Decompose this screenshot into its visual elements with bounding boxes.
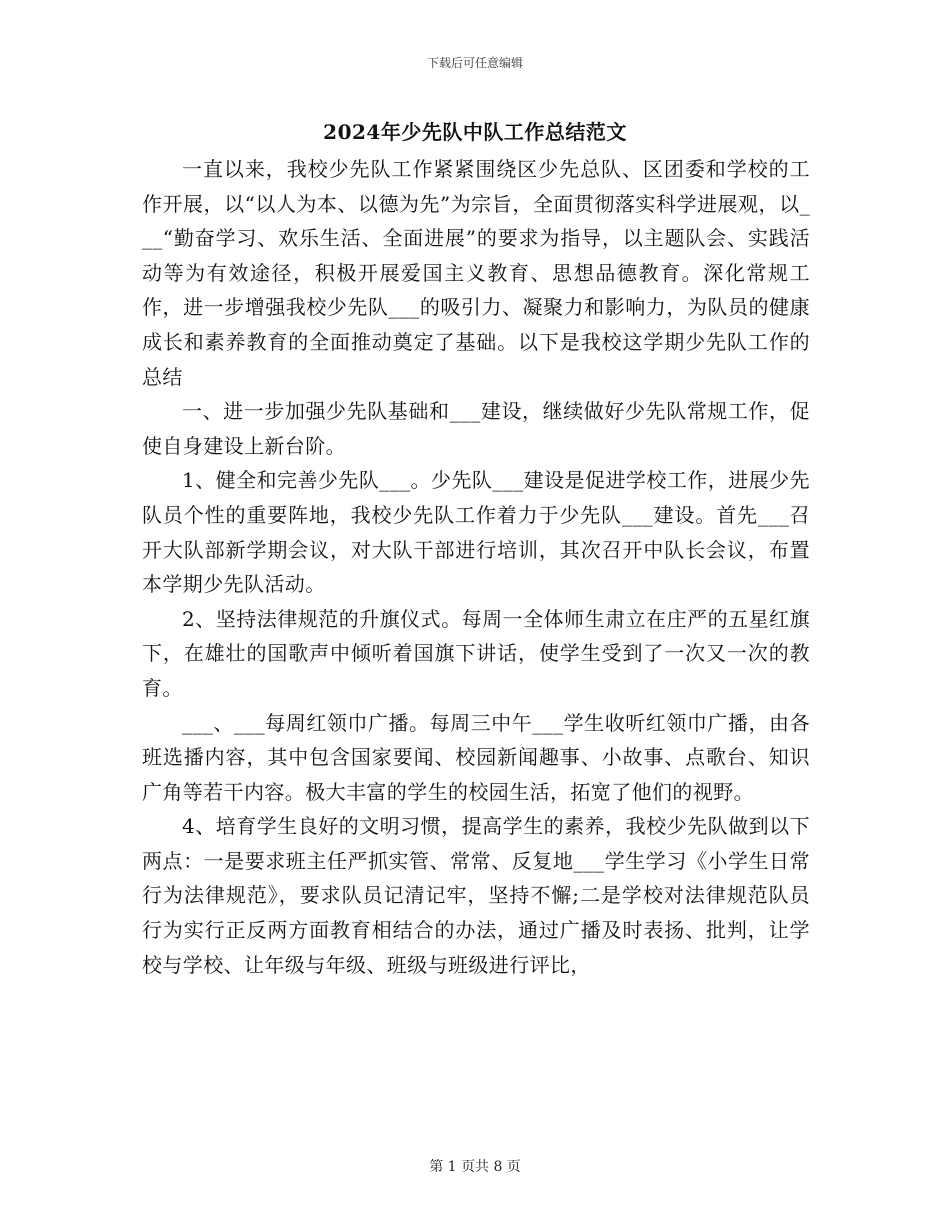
header-note: 下载后可任意编辑 bbox=[426, 56, 523, 70]
paragraph-item-1: 1、健全和完善少先队___。少先队___建设是促进学校工作，进展少先队员个性的重要阵地，我校少先队工作着力于少先队___建设。首先___召开大队部新学期会议，对大队干部进行培训，其次召开中队长会议，布置本学期少先队活动。 bbox=[142, 468, 810, 597]
paragraph-section-1: 一、进一步加强少先队基础和___建设，继续做好少先队常规工作，促使自身建设上新台阶。 bbox=[142, 399, 810, 458]
paragraph-intro: 一直以来，我校少先队工作紧紧围绕区少先总队、区团委和学校的工作开展，以“以人为本、以德为先”为宗旨，全面贯彻落实科学进展观，以___“勤奋学习、欢乐生活、全面进展”的要求为指导，以主题队会、实践活动等为有效途径，积极开展爱国主义教育、思想品德教育。深化常规工作，进一步增强我校少先队___的吸引力、凝聚力和影响力，为队员的健康成长和素养教育的全面推动奠定了基础。以下是我校这学期少先队工作的总结 bbox=[142, 157, 810, 389]
page-footer: 第 1 页共 8 页 bbox=[429, 1159, 521, 1175]
paragraph-item-4: 4、培育学生良好的文明习惯，提高学生的素养，我校少先队做到以下两点：一是要求班主任严抓实管、常常、反复地___学生学习《小学生日常行为法律规范》，要求队员记清记牢，坚持不懈;二是学校对法律规范队员行为实行正反两方面教育相结合的办法，通过广播及时表扬、批判，让学校与学校、让年级与年级、班级与班级进行评比， bbox=[142, 814, 810, 977]
paragraph-item-2: 2、坚持法律规范的升旗仪式。每周一全体师生肃立在庄严的五星红旗下，在雄壮的国歌声中倾听着国旗下讲话，使学生受到了一次又一次的教育。 bbox=[142, 606, 810, 700]
document-body bbox=[142, 152, 810, 982]
document-title: 2024年少先队中队工作总结范文 bbox=[323, 120, 627, 144]
paragraph-item-3: ___、___每周红领巾广播。每周三中午___学生收听红领巾广播，由各班选播内容，其中包含国家要闻、校园新闻趣事、小故事、点歌台、知识广角等若干内容。极大丰富的学生的校园生活，拓宽了他们的视野。 bbox=[142, 710, 810, 804]
